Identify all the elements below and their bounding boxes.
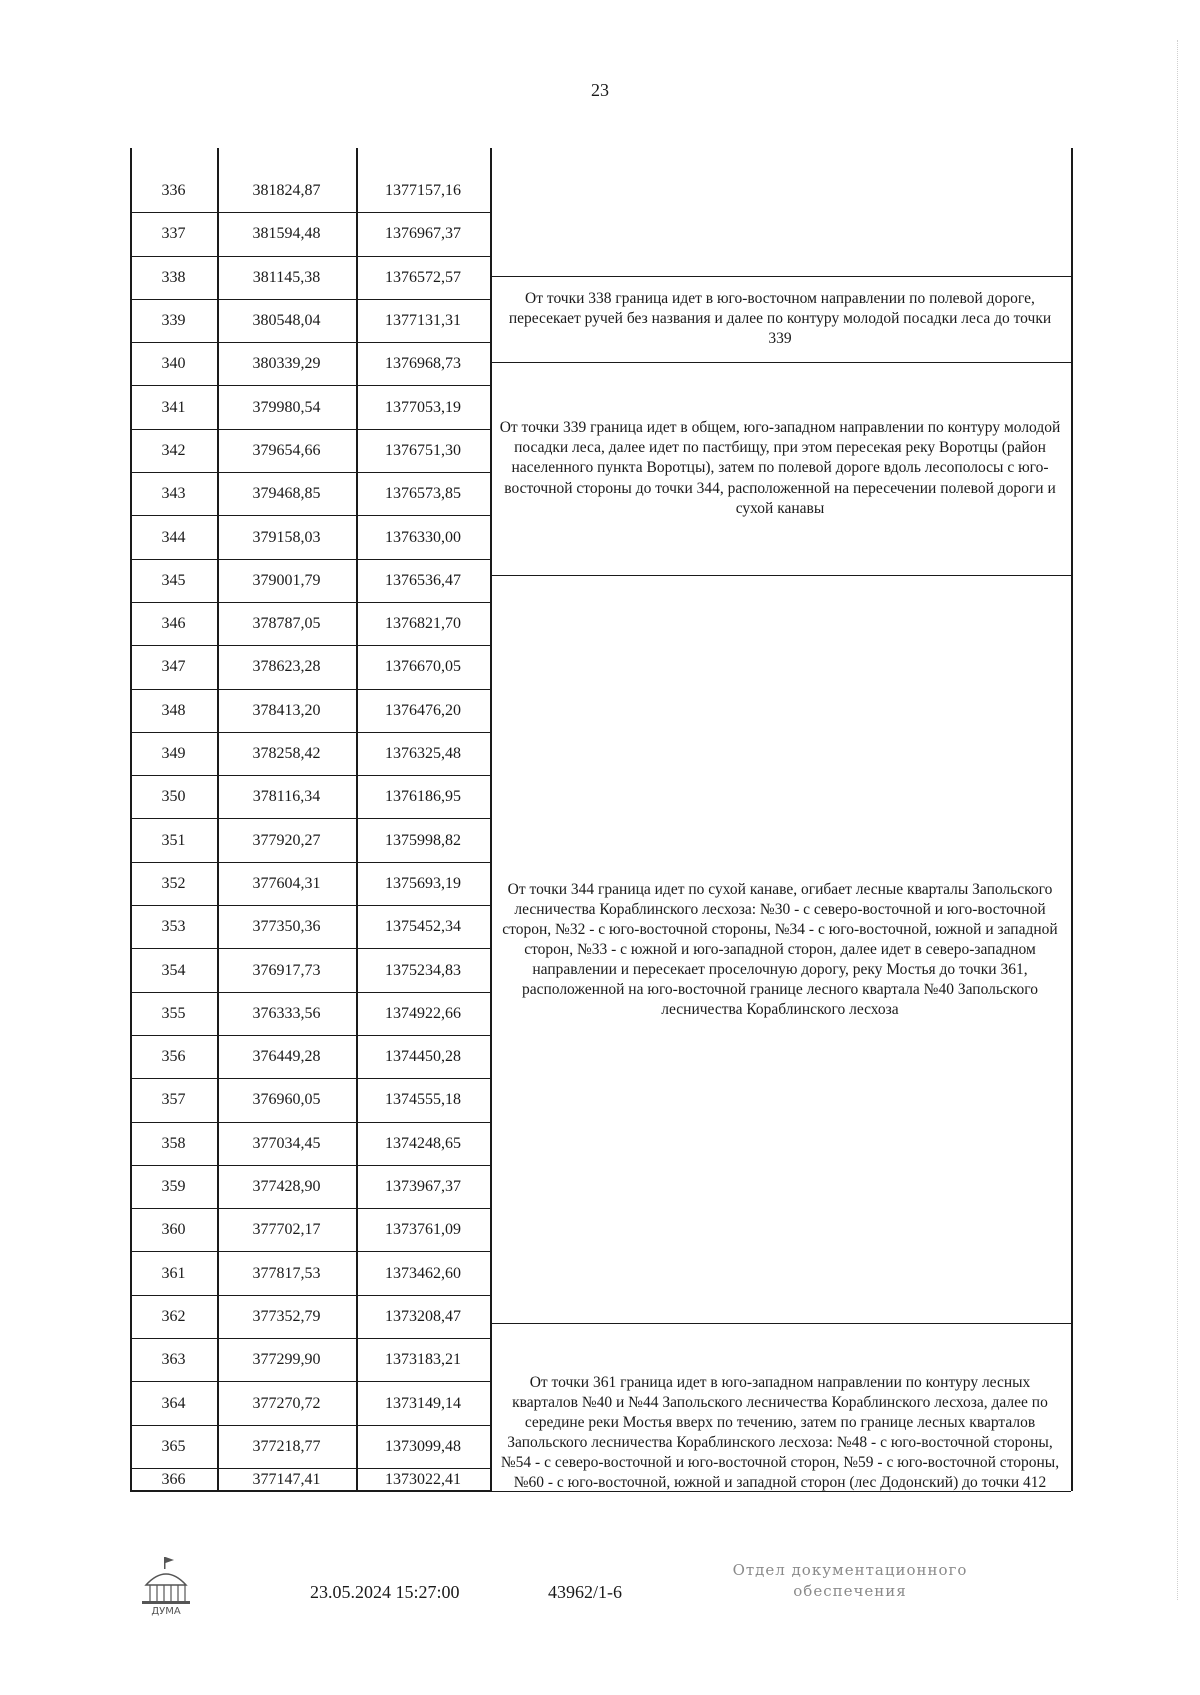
point-number-cell: 349 — [130, 733, 217, 776]
point-number-cell: 362 — [130, 1296, 217, 1339]
x-coordinate-cell: 377428,90 — [217, 1166, 356, 1209]
description-separator — [490, 575, 1071, 576]
point-number-cell: 345 — [130, 560, 217, 603]
x-coordinate-cell: 377352,79 — [217, 1296, 356, 1339]
point-number-cell: 347 — [130, 646, 217, 689]
x-coordinate-cell: 379980,54 — [217, 387, 356, 430]
point-number-cell: 353 — [130, 906, 217, 949]
x-coordinate-cell: 377299,90 — [217, 1339, 356, 1382]
point-number-cell: 357 — [130, 1079, 217, 1122]
x-coordinate-cell: 378258,42 — [217, 733, 356, 776]
y-coordinate-cell: 1376670,05 — [356, 646, 490, 689]
description-separator — [490, 276, 1071, 277]
point-number-cell: 336 — [130, 170, 217, 213]
x-coordinate-cell: 379158,03 — [217, 516, 356, 559]
description-344-361: От точки 344 граница идет по сухой канаве, огибает лесные кварталы Запольского лесничества Кораблинского лесхоза: №30 - с северо-восточной и юго-восточной сторон, №32 - с юго-восточной стороны, №34 - с юго-восточной, южной и западной сторон, №33 - с южной и юго-западной сторон, далее идет в северо-западном направлении и пересекает проселочную дорогу, реку Мостья до точки 361, расположенной на юго-восточной границе лесного квартала №40 Запольского лесничества Кораблинского лесхоза — [502, 880, 1058, 1019]
x-coordinate-cell: 379001,79 — [217, 560, 356, 603]
y-coordinate-cell: 1373022,41 — [356, 1469, 490, 1491]
y-coordinate-cell: 1377131,31 — [356, 300, 490, 343]
point-number-cell: 366 — [130, 1469, 217, 1491]
x-coordinate-cell: 377702,17 — [217, 1209, 356, 1252]
point-number-cell: 341 — [130, 387, 217, 430]
x-coordinate-cell: 379654,66 — [217, 430, 356, 473]
point-number-cell: 338 — [130, 257, 217, 300]
y-coordinate-cell: 1377053,19 — [356, 387, 490, 430]
x-coordinate-cell: 376960,05 — [217, 1079, 356, 1122]
x-coordinate-cell: 377034,45 — [217, 1123, 356, 1166]
x-coordinate-cell: 378413,20 — [217, 690, 356, 733]
description-separator — [490, 1323, 1071, 1324]
y-coordinate-cell: 1376536,47 — [356, 560, 490, 603]
y-coordinate-cell: 1376325,48 — [356, 733, 490, 776]
y-coordinate-cell: 1376186,95 — [356, 776, 490, 819]
description-separator — [490, 362, 1071, 363]
description-339-344: От точки 339 граница идет в общем, юго-западном направлении по контуру молодой посадки леса, далее идет по пастбищу, при этом пересекая реку Воротцы (район населенного пункта Воротцы), затем по полевой дороге вдоль лесополосы с юго-восточной стороны до точки 344, расположенной на пересечении полевой дороги и сухой канавы — [499, 419, 1061, 517]
x-coordinate-cell: 380339,29 — [217, 343, 356, 386]
x-coordinate-cell: 381145,38 — [217, 257, 356, 300]
y-coordinate-cell: 1375998,82 — [356, 820, 490, 863]
y-coordinate-cell: 1373761,09 — [356, 1209, 490, 1252]
x-coordinate-cell: 377604,31 — [217, 863, 356, 906]
point-number-cell: 352 — [130, 863, 217, 906]
y-coordinate-cell: 1376476,20 — [356, 690, 490, 733]
y-coordinate-cell: 1376967,37 — [356, 213, 490, 256]
stamp-line-2: обеспечения — [793, 1582, 907, 1600]
point-number-cell: 340 — [130, 343, 217, 386]
y-coordinate-cell: 1373208,47 — [356, 1296, 490, 1339]
department-stamp — [700, 1560, 1000, 1602]
point-number-cell: 354 — [130, 949, 217, 992]
y-coordinate-cell: 1375452,34 — [356, 906, 490, 949]
point-number-cell: 339 — [130, 300, 217, 343]
point-number-cell: 356 — [130, 1036, 217, 1079]
y-coordinate-cell: 1373462,60 — [356, 1253, 490, 1296]
x-coordinate-cell: 378787,05 — [217, 603, 356, 646]
point-number-cell: 365 — [130, 1426, 217, 1469]
y-coordinate-cell: 1374450,28 — [356, 1036, 490, 1079]
scan-edge — [1177, 40, 1200, 1600]
point-number-cell: 363 — [130, 1339, 217, 1382]
stamp-line-1: Отдел документационного — [732, 1561, 968, 1579]
y-coordinate-cell: 1373099,48 — [356, 1426, 490, 1469]
logo-text: ДУМА — [151, 1606, 181, 1617]
x-coordinate-cell: 379468,85 — [217, 473, 356, 516]
point-number-cell: 348 — [130, 690, 217, 733]
y-coordinate-cell: 1376330,00 — [356, 516, 490, 559]
point-number-cell: 364 — [130, 1382, 217, 1425]
point-number-cell: 337 — [130, 213, 217, 256]
y-coordinate-cell: 1373149,14 — [356, 1382, 490, 1425]
footer-datetime: 23.05.2024 15:27:00 — [310, 1582, 460, 1602]
y-coordinate-cell: 1376572,57 — [356, 257, 490, 300]
point-number-cell: 355 — [130, 993, 217, 1036]
y-coordinate-cell: 1376751,30 — [356, 430, 490, 473]
footer-doc-number: 43962/1-6 — [548, 1582, 622, 1602]
x-coordinate-cell: 377270,72 — [217, 1382, 356, 1425]
x-coordinate-cell: 377147,41 — [217, 1469, 356, 1491]
point-number-cell: 344 — [130, 516, 217, 559]
point-number-cell: 343 — [130, 473, 217, 516]
y-coordinate-cell: 1375234,83 — [356, 949, 490, 992]
y-coordinate-cell: 1376821,70 — [356, 603, 490, 646]
x-coordinate-cell: 381594,48 — [217, 213, 356, 256]
y-coordinate-cell: 1377157,16 — [356, 170, 490, 213]
point-number-cell: 351 — [130, 820, 217, 863]
page-number: 23 — [591, 80, 609, 100]
point-number-cell: 359 — [130, 1166, 217, 1209]
y-coordinate-cell: 1374248,65 — [356, 1123, 490, 1166]
description-338-339: От точки 338 граница идет в юго-восточном направлении по полевой дорогe, пересекает ручей без названия и далее по контуру молодой посадки леса до точки 339 — [508, 289, 1052, 348]
description-361-412: От точки 361 граница идет в юго-западном направлении по контуру лесных кварталов №40 и №44 Запольского лесничества Кораблинского лесхоза, далее по середине реки Мостья вверх по течению, затем по границе лесных кварталов Запольского лесничества Кораблинского лесхоза: №48 - с юго-восточной стороны, №54 - с северо-восточной и юго-восточной сторон, №59 - с юго-восточной стороны, №60 - с юго-восточной, южной и западной сторон (лес Додонский) до точки 412 — [500, 1373, 1060, 1492]
point-number-cell: 342 — [130, 430, 217, 473]
y-coordinate-cell: 1374555,18 — [356, 1079, 490, 1122]
point-number-cell: 361 — [130, 1253, 217, 1296]
x-coordinate-cell: 377817,53 — [217, 1253, 356, 1296]
point-number-cell: 350 — [130, 776, 217, 819]
y-coordinate-cell: 1375693,19 — [356, 863, 490, 906]
y-coordinate-cell: 1376968,73 — [356, 343, 490, 386]
x-coordinate-cell: 376333,56 — [217, 993, 356, 1036]
point-number-cell: 346 — [130, 603, 217, 646]
x-coordinate-cell: 377218,77 — [217, 1426, 356, 1469]
y-coordinate-cell: 1373967,37 — [356, 1166, 490, 1209]
table-vertical-line — [1071, 148, 1073, 1491]
x-coordinate-cell: 380548,04 — [217, 300, 356, 343]
y-coordinate-cell: 1376573,85 — [356, 473, 490, 516]
y-coordinate-cell: 1374922,66 — [356, 993, 490, 1036]
point-number-cell: 358 — [130, 1123, 217, 1166]
x-coordinate-cell: 378623,28 — [217, 646, 356, 689]
x-coordinate-cell: 377920,27 — [217, 820, 356, 863]
x-coordinate-cell: 376449,28 — [217, 1036, 356, 1079]
point-number-cell: 360 — [130, 1209, 217, 1252]
duma-logo — [140, 1555, 192, 1617]
x-coordinate-cell: 381824,87 — [217, 170, 356, 213]
x-coordinate-cell: 376917,73 — [217, 949, 356, 992]
y-coordinate-cell: 1373183,21 — [356, 1339, 490, 1382]
x-coordinate-cell: 378116,34 — [217, 776, 356, 819]
x-coordinate-cell: 377350,36 — [217, 906, 356, 949]
